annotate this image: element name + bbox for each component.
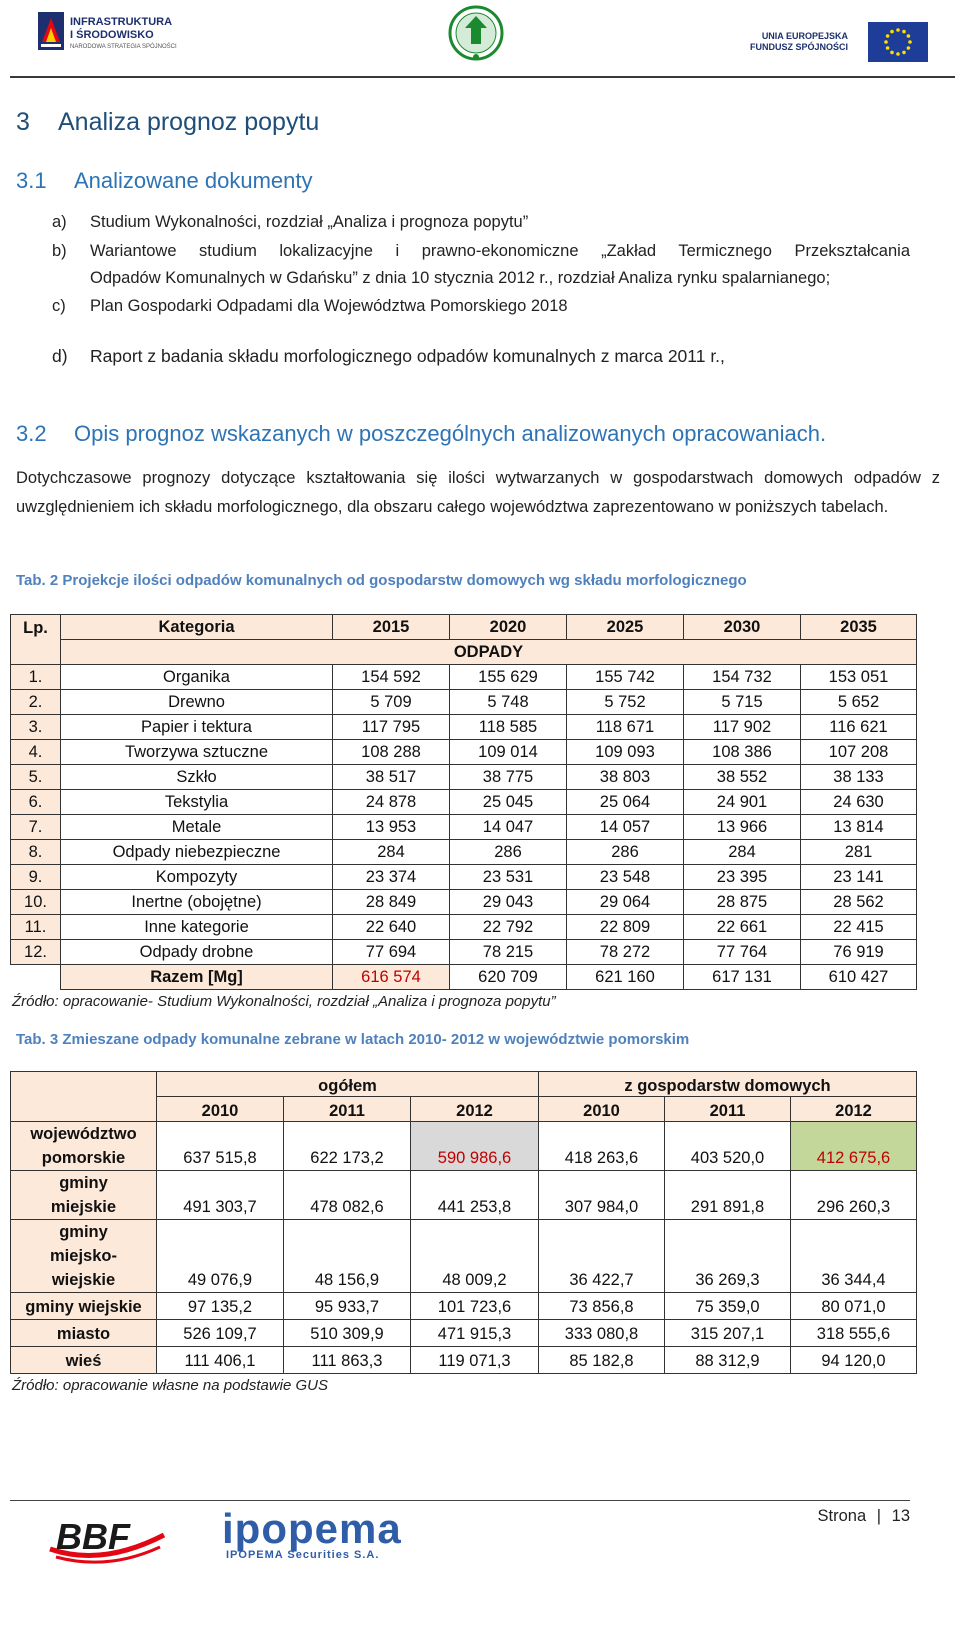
value-cell: 29 043 [450, 890, 567, 915]
row-header [11, 1171, 157, 1220]
value-cell: 291 891,8 [665, 1171, 791, 1220]
year-header: 2011 [284, 1097, 411, 1122]
table-caption: Tab. 2 Projekcje ilości odpadów komunalnych od gospodarstw domowych wg składu morfologicznego [16, 572, 747, 589]
value-cell: 38 133 [801, 765, 917, 790]
value-cell: 108 288 [333, 740, 450, 765]
table-row [11, 1347, 917, 1374]
value-cell: 38 803 [567, 765, 684, 790]
value-cell: 23 531 [450, 865, 567, 890]
value-cell: 22 809 [567, 915, 684, 940]
value-cell: 491 303,7 [157, 1171, 284, 1220]
row-header-line: miasto [56, 1325, 111, 1343]
value-cell: 48 156,9 [284, 1220, 411, 1293]
page-separator: | [876, 1507, 882, 1525]
category-cell: Organika [61, 665, 333, 690]
category-cell: Tworzywa sztuczne [61, 740, 333, 765]
table-row [11, 815, 917, 840]
value-cell: 117 902 [684, 715, 801, 740]
category-cell: Tekstylia [61, 790, 333, 815]
total-label: Razem [Mg] [61, 965, 333, 990]
category-cell: Odpady drobne [61, 940, 333, 965]
row-header-line: województwo [30, 1125, 137, 1143]
value-cell: 78 272 [567, 940, 684, 965]
value-cell: 622 173,2 [284, 1122, 411, 1171]
value-cell: 418 263,6 [539, 1122, 665, 1171]
row-header [11, 1347, 157, 1374]
value-cell: 97 135,2 [157, 1293, 284, 1320]
page-number-value: 13 [891, 1507, 910, 1525]
value-cell: 28 875 [684, 890, 801, 915]
row-number: 2. [11, 690, 61, 715]
list-text-continued: Odpadów Komunalnych w Gdańsku” z dnia 10 stycznia 2012 r., rozdział Analiza rynku spalarnianego; [90, 269, 831, 287]
list-text: Raport z badania składu morfologicznego odpadów komunalnych z marca 2011 r., [90, 346, 725, 366]
value-cell: 154 592 [333, 665, 450, 690]
value-cell: 49 076,9 [157, 1220, 284, 1293]
column-header: Lp. [11, 615, 61, 665]
row-header-line: miejsko- [50, 1247, 117, 1265]
column-header: 2035 [801, 615, 917, 640]
row-number: 6. [11, 790, 61, 815]
row-header-line: wiejskie [51, 1271, 116, 1289]
row-number: 3. [11, 715, 61, 740]
empty-cell [11, 965, 61, 990]
section-number: 3 [16, 108, 30, 136]
value-cell: 28 849 [333, 890, 450, 915]
table-row [11, 890, 917, 915]
value-cell: 38 552 [684, 765, 801, 790]
waste-projection-table [10, 614, 917, 990]
logo-unia-europejska [749, 22, 928, 62]
value-cell: 14 057 [567, 815, 684, 840]
footer-divider [10, 1500, 910, 1501]
value-cell: 119 071,3 [411, 1347, 539, 1374]
column-header: 2015 [333, 615, 450, 640]
category-cell: Szkło [61, 765, 333, 790]
value-cell: 38 517 [333, 765, 450, 790]
column-header: 2030 [684, 615, 801, 640]
value-cell: 80 071,0 [791, 1293, 917, 1320]
value-cell: 13 953 [333, 815, 450, 840]
year-header: 2010 [157, 1097, 284, 1122]
table-source: Źródło: opracowanie własne na podstawie GUS [12, 1377, 329, 1394]
value-cell: 13 966 [684, 815, 801, 840]
value-cell: 107 208 [801, 740, 917, 765]
row-number: 9. [11, 865, 61, 890]
subsection-number: 3.2 [16, 421, 47, 446]
value-cell: 116 621 [801, 715, 917, 740]
list-text: Plan Gospodarki Odpadami dla Województwa Pomorskiego 2018 [90, 297, 568, 315]
value-cell: 109 093 [567, 740, 684, 765]
value-cell: 296 260,3 [791, 1171, 917, 1220]
list-text: Studium Wykonalności, rozdział „Analiza i prognoza popytu” [90, 213, 529, 231]
row-header [11, 1122, 157, 1171]
logo-line: FUNDUSZ SPÓJNOŚCI [749, 42, 848, 52]
section-heading [16, 108, 319, 137]
value-cell: 24 878 [333, 790, 450, 815]
value-cell: 318 555,6 [791, 1320, 917, 1347]
value-cell: 101 723,6 [411, 1293, 539, 1320]
table-row [11, 765, 917, 790]
value-cell: 117 795 [333, 715, 450, 740]
category-cell: Kompozyty [61, 865, 333, 890]
table-row [11, 915, 917, 940]
value-cell: 76 919 [801, 940, 917, 965]
value-cell: 111 406,1 [157, 1347, 284, 1374]
row-header-line: wieś [65, 1352, 102, 1370]
value-cell: 14 047 [450, 815, 567, 840]
value-cell: 412 675,6 [791, 1122, 917, 1171]
table-row [11, 1293, 917, 1320]
category-cell: Inertne (obojętne) [61, 890, 333, 915]
eu-flag-icon [868, 22, 928, 62]
value-cell: 85 182,8 [539, 1347, 665, 1374]
value-cell: 5 715 [684, 690, 801, 715]
value-cell: 5 709 [333, 690, 450, 715]
value-cell: 36 422,7 [539, 1220, 665, 1293]
municipal-seal-logo [447, 4, 505, 62]
bbf-logo-text: BBF [56, 1516, 130, 1557]
logo-line: UNIA EUROPEJSKA [761, 31, 848, 41]
value-cell: 478 082,6 [284, 1171, 411, 1220]
total-value: 621 160 [567, 965, 684, 990]
table-row [11, 740, 917, 765]
ipopema-logo [222, 1505, 422, 1561]
column-header: 2025 [567, 615, 684, 640]
table-row [11, 715, 917, 740]
table-row [11, 790, 917, 815]
value-cell: 286 [567, 840, 684, 865]
value-cell: 36 269,3 [665, 1220, 791, 1293]
row-number: 10. [11, 890, 61, 915]
value-cell: 23 548 [567, 865, 684, 890]
list-label: d) [52, 346, 68, 366]
list-text: Wariantowe studium lokalizacyjne i prawno-ekonomiczne „Zakład Termicznego Przekształcania [90, 242, 910, 260]
value-cell: 441 253,8 [411, 1171, 539, 1220]
value-cell: 118 671 [567, 715, 684, 740]
subsection-heading [16, 168, 312, 194]
value-cell: 284 [333, 840, 450, 865]
value-cell: 13 814 [801, 815, 917, 840]
year-header: 2011 [665, 1097, 791, 1122]
row-number: 11. [11, 915, 61, 940]
empty-header-cell [11, 1072, 157, 1122]
value-cell: 5 652 [801, 690, 917, 715]
table-caption: Tab. 3 Zmieszane odpady komunalne zebrane w latach 2010- 2012 w województwie pomorskim [16, 1031, 690, 1048]
column-header: 2020 [450, 615, 567, 640]
value-cell: 315 207,1 [665, 1320, 791, 1347]
value-cell: 22 640 [333, 915, 450, 940]
page-number [818, 1507, 910, 1526]
subsection-title: Analizowane dokumenty [74, 168, 313, 193]
header-divider [10, 76, 955, 78]
value-cell: 333 080,8 [539, 1320, 665, 1347]
year-header: 2012 [791, 1097, 917, 1122]
value-cell: 24 901 [684, 790, 801, 815]
row-header-line: pomorskie [41, 1149, 126, 1167]
table-row [11, 1320, 917, 1347]
value-cell: 637 515,8 [157, 1122, 284, 1171]
value-cell: 88 312,9 [665, 1347, 791, 1374]
row-header-line: gminy wiejskie [25, 1298, 142, 1316]
table-source: Źródło: opracowanie- Studium Wykonalności, rozdział „Analiza i prognoza popytu” [12, 993, 556, 1010]
value-cell: 22 661 [684, 915, 801, 940]
list-label: a) [52, 213, 67, 231]
value-cell: 94 120,0 [791, 1347, 917, 1374]
total-value-highlighted: 616 574 [333, 965, 450, 990]
table-row [11, 940, 917, 965]
value-cell: 25 064 [567, 790, 684, 815]
subsection-heading [16, 421, 826, 447]
table-row [11, 865, 917, 890]
value-cell: 95 933,7 [284, 1293, 411, 1320]
ipopema-logo-subtext: IPOPEMA Securities S.A. [226, 1549, 380, 1561]
value-cell: 23 374 [333, 865, 450, 890]
row-number: 12. [11, 940, 61, 965]
category-cell: Inne kategorie [61, 915, 333, 940]
subsection-number: 3.1 [16, 168, 47, 193]
row-number: 5. [11, 765, 61, 790]
row-number: 4. [11, 740, 61, 765]
value-cell: 154 732 [684, 665, 801, 690]
value-cell: 75 359,0 [665, 1293, 791, 1320]
value-cell: 22 415 [801, 915, 917, 940]
value-cell: 109 014 [450, 740, 567, 765]
value-cell: 5 752 [567, 690, 684, 715]
list-label: b) [52, 242, 67, 260]
logo-line: NARODOWA STRATEGIA SPÓJNOŚCI [70, 44, 177, 50]
row-number: 1. [11, 665, 61, 690]
table-row [11, 840, 917, 865]
value-cell: 153 051 [801, 665, 917, 690]
value-cell: 5 748 [450, 690, 567, 715]
category-cell: Drewno [61, 690, 333, 715]
logo-line: I ŚRODOWISKO [70, 29, 154, 41]
year-header: 2012 [411, 1097, 539, 1122]
value-cell: 78 215 [450, 940, 567, 965]
row-header [11, 1293, 157, 1320]
value-cell: 281 [801, 840, 917, 865]
value-cell: 22 792 [450, 915, 567, 940]
logo-infrastruktura [38, 12, 178, 54]
table-row [11, 1171, 917, 1220]
value-cell: 36 344,4 [791, 1220, 917, 1293]
value-cell: 590 986,6 [411, 1122, 539, 1171]
row-number: 8. [11, 840, 61, 865]
value-cell: 471 915,3 [411, 1320, 539, 1347]
row-header-line: gminy [59, 1174, 108, 1192]
value-cell: 77 764 [684, 940, 801, 965]
body-paragraph: Dotychczasowe prognozy dotyczące kształtowania się ilości wytwarzanych w gospodarstwach domowych odpadów z uwzględnieniem ich składu morfologicznego, dla obszaru całego województwa zaprezentowano w poniższych tabelach. [16, 469, 940, 516]
bbf-logo [42, 1505, 172, 1565]
row-header [11, 1320, 157, 1347]
ipopema-logo-text: ipopema [222, 1505, 402, 1552]
value-cell: 77 694 [333, 940, 450, 965]
list-label: c) [52, 297, 66, 315]
value-cell: 111 863,3 [284, 1347, 411, 1374]
value-cell: 108 386 [684, 740, 801, 765]
table-row [11, 1122, 917, 1171]
year-header: 2010 [539, 1097, 665, 1122]
total-value: 620 709 [450, 965, 567, 990]
value-cell: 25 045 [450, 790, 567, 815]
value-cell: 73 856,8 [539, 1293, 665, 1320]
total-value: 610 427 [801, 965, 917, 990]
collected-waste-table [10, 1071, 917, 1374]
value-cell: 286 [450, 840, 567, 865]
value-cell: 29 064 [567, 890, 684, 915]
row-header-line: gminy [59, 1223, 108, 1241]
table-row [11, 1220, 917, 1293]
page-label: Strona [817, 1507, 867, 1525]
group-header: z gospodarstw domowych [539, 1072, 917, 1097]
logo-line: INFRASTRUKTURA [70, 16, 173, 28]
value-cell: 284 [684, 840, 801, 865]
value-cell: 48 009,2 [411, 1220, 539, 1293]
value-cell: 155 629 [450, 665, 567, 690]
row-header [11, 1220, 157, 1293]
group-header: ogółem [157, 1072, 539, 1097]
value-cell: 118 585 [450, 715, 567, 740]
value-cell: 38 775 [450, 765, 567, 790]
value-cell: 155 742 [567, 665, 684, 690]
table-subheader: ODPADY [61, 640, 917, 665]
value-cell: 23 141 [801, 865, 917, 890]
category-cell: Metale [61, 815, 333, 840]
table-row [11, 690, 917, 715]
value-cell: 526 109,7 [157, 1320, 284, 1347]
subsection-title: Opis prognoz wskazanych w poszczególnych analizowanych opracowaniach. [74, 421, 827, 446]
row-header-line: miejskie [50, 1198, 117, 1216]
row-number: 7. [11, 815, 61, 840]
table-row [11, 665, 917, 690]
total-value: 617 131 [684, 965, 801, 990]
value-cell: 23 395 [684, 865, 801, 890]
column-header: Kategoria [61, 615, 333, 640]
category-cell: Papier i tektura [61, 715, 333, 740]
section-title: Analiza prognoz popytu [58, 108, 320, 136]
value-cell: 403 520,0 [665, 1122, 791, 1171]
value-cell: 307 984,0 [539, 1171, 665, 1220]
category-cell: Odpady niebezpieczne [61, 840, 333, 865]
value-cell: 24 630 [801, 790, 917, 815]
value-cell: 510 309,9 [284, 1320, 411, 1347]
logo-mark-icon [38, 12, 64, 50]
value-cell: 28 562 [801, 890, 917, 915]
